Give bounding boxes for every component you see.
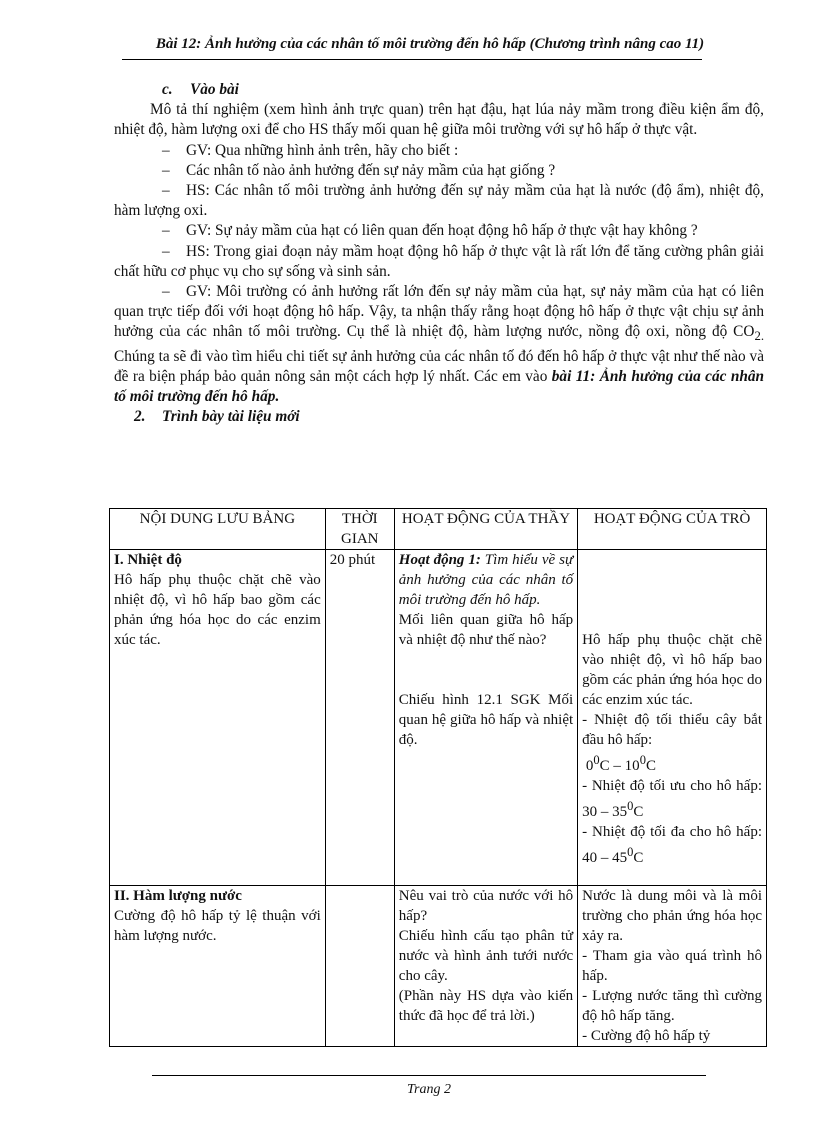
section-c-title: Vào bài [190, 81, 239, 98]
header-student: HOẠT ĐỘNG CỦA TRÒ [578, 509, 767, 550]
cell-student: Nước là dung môi và là môi trường cho phản ứng hóa học xảy ra. - Tham gia vào quá trình hô hấp. - Lượng nước tăng thì cường độ hô hấp tăng. - Cường độ hô hấp tỷ [578, 886, 767, 1047]
header-teacher: HOẠT ĐỘNG CỦA THẦY [394, 509, 577, 550]
cell-content: I. Nhiệt độ Hô hấp phụ thuộc chặt chẽ vào nhiệt độ, vì hô hấp bao gồm các phản ứng hóa học do các enzim xúc tác. [110, 550, 326, 886]
row-title: I. Nhiệt độ [114, 552, 182, 568]
document-body [114, 80, 764, 428]
cell-teacher: Nêu vai trò của nước với hô hấp? Chiếu hình cấu tạo phân tử nước và hình ảnh tưới nước cho cây. (Phần này HS dựa vào kiến thức đã học để trả lời.) [394, 886, 577, 1047]
header-time: THỜI GIAN [325, 509, 394, 550]
page-number: Trang 2 [407, 1082, 451, 1097]
section-2-title: Trình bày tài liệu mới [162, 408, 300, 426]
lesson-table [109, 508, 767, 1047]
lesson-reference: bài 11: Ảnh hưởng của các nhân tố môi trường đến hô hấp. [114, 367, 765, 406]
list-item: – GV: Qua những hình ảnh trên, hãy cho biết : [162, 141, 459, 159]
section-c-heading [162, 80, 764, 100]
table-row [110, 550, 767, 886]
cell-teacher: Hoạt động 1: Tìm hiểu về sự ảnh hưởng của các nhân tố môi trường đến hô hấp. Mối liên quan giữa hô hấp và nhiệt độ như thế nào? Chiếu hình 12.1 SGK Mối quan hệ giữa hô hấp và nhiệt độ. [394, 550, 577, 886]
list-item: – HS: Trong giai đoạn nảy mầm hoạt động hô hấp ở thực vật là rất lớn để tăng cường phân giải chất hữu cơ phục vụ cho sự sống và sinh sản. [114, 242, 764, 280]
list-item: – GV: Sự nảy mầm của hạt có liên quan đến hoạt động hô hấp ở thực vật hay không ? [162, 222, 698, 240]
header-divider [122, 59, 702, 60]
list-item: – HS: Các nhân tố môi trường ảnh hưởng đến sự nảy mầm của hạt là nước (độ ẩm), nhiệt độ, hàm lượng oxi. [114, 182, 764, 220]
cell-time: 20 phút [325, 550, 394, 886]
section-2-heading [134, 407, 764, 427]
cell-content: II. Hàm lượng nước Cường độ hô hấp tỷ lệ thuận với hàm lượng nước. [110, 886, 326, 1047]
table-header-row [110, 509, 767, 550]
footer-divider [152, 1075, 706, 1076]
page-header: Bài 12: Ảnh hưởng của các nhân tố môi trường đến hô hấp (Chương trình nâng cao 11) [155, 36, 705, 52]
table-row [110, 886, 767, 1047]
section-c-label: c. [162, 81, 173, 98]
cell-time [325, 886, 394, 1047]
list-item: – Các nhân tố nào ảnh hưởng đến sự nảy mầm của hạt giống ? [162, 161, 556, 179]
cell-student: Hô hấp phụ thuộc chặt chẽ vào nhiệt độ, vì hô hấp bao gồm các phản ứng hóa học do các enzim xúc tác. - Nhiệt độ tối thiểu cây bắt đầu hô hấp: $0^0C - 10^0C$ - Nhiệt độ tối ưu cho hô hấp: $30 - 35^0C$ - Nhiệt độ tối đa cho hô hấp: $40 - 45^0C$ [578, 550, 767, 886]
intro-paragraph: Mô tả thí nghiệm (xem hình ảnh trực quan) trên hạt đậu, hạt lúa nảy mầm trong điều kiện ẩm độ, nhiệt độ, hàm lượng oxi để cho HS thấy mối quan hệ giữa môi trường với sự hô hấp ở thực vật. [114, 101, 764, 139]
row-title: II. Hàm lượng nước [114, 888, 242, 904]
header-content: NỘI DUNG LƯU BẢNG [110, 509, 326, 550]
section-2-label: 2. [134, 408, 146, 426]
list-item: – GV: Môi trường có ảnh hưởng rất lớn đến sự nảy mầm của hạt, sự nảy mầm của hạt có liên quan trực tiếp đối với hoạt động hô hấp. Vậy, ta nhận thấy rằng hoạt động hô hấp ở thực vật chịu sự ảnh hưởng của các nhân tố môi trường. Cụ thể là nhiệt độ, hàm lượng nước, nồng độ oxi, nồng độ $CO_{2.}$ Chúng ta sẽ đi vào tìm hiểu chi tiết sự ảnh hưởng của các nhân tố đó đến hô hấp ở thực vật như thế nào và đề ra biện pháp bảo quản nông sản một cách hợp lý nhất. Các em vào bài 11: Ảnh hưởng của các nhân tố môi trường đến hô hấp. [114, 283, 765, 406]
